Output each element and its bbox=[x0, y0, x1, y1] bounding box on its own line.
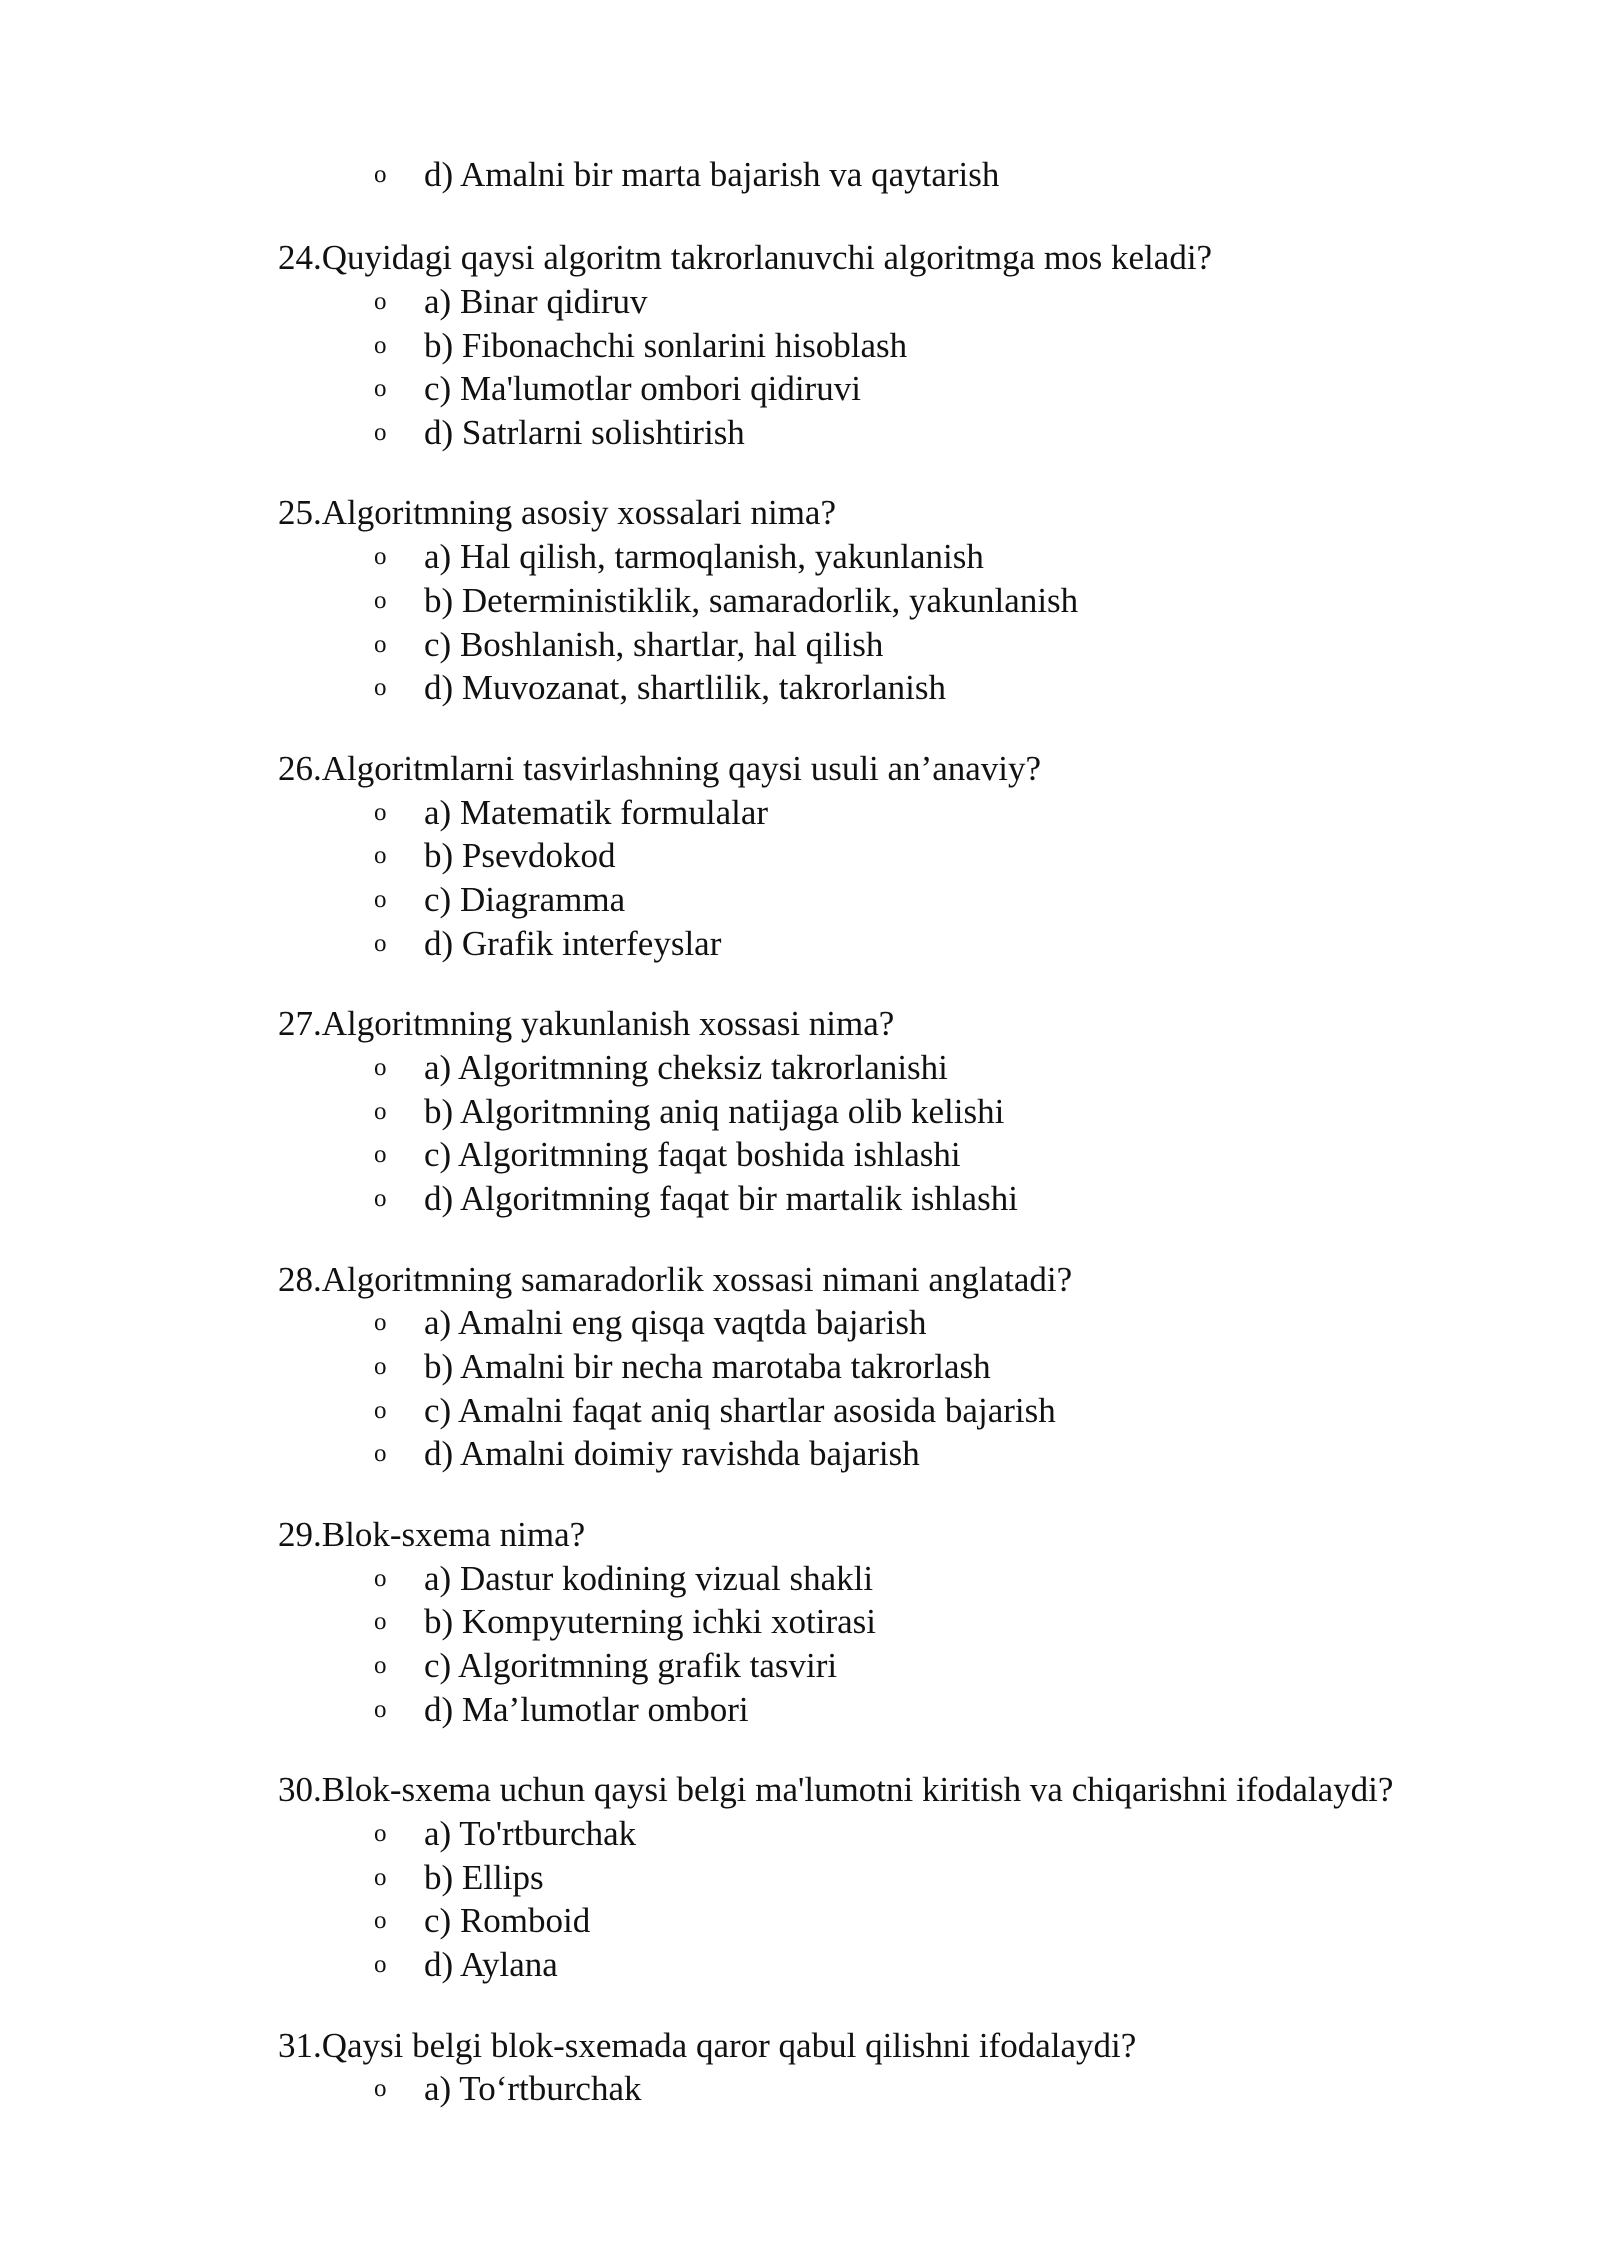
option-text: a) Algoritmning cheksiz takrorlanishi bbox=[424, 1048, 948, 1087]
option-text: a) Binar qidiruv bbox=[424, 282, 648, 321]
option-text: c) Algoritmning faqat boshida ishlashi bbox=[424, 1135, 961, 1174]
list-bullet-icon: o bbox=[374, 288, 387, 315]
list-bullet-icon: o bbox=[374, 1309, 387, 1336]
list-bullet-icon: o bbox=[374, 1141, 387, 1168]
question-text: Algoritmning yakunlanish xossasi nima? bbox=[321, 1004, 895, 1043]
list-bullet-icon: o bbox=[374, 631, 387, 658]
option-text: c) Diagramma bbox=[424, 880, 626, 919]
option-text: d) Grafik interfeyslar bbox=[424, 924, 722, 963]
question-text: Algoritmning samaradorlik xossasi nimani anglatadi? bbox=[321, 1260, 1073, 1299]
list-bullet-icon: o bbox=[374, 375, 387, 402]
option-text: a) Hal qilish, tarmoqlanish, yakunlanish bbox=[424, 537, 984, 576]
option-text: a) Matematik formulalar bbox=[424, 793, 769, 832]
option-text: d) Aylana bbox=[424, 1945, 558, 1984]
list-bullet-icon: o bbox=[374, 1397, 387, 1424]
option-text: d) Algoritmning faqat bir martalik ishlashi bbox=[424, 1179, 1018, 1218]
question-number: 28. bbox=[278, 1260, 322, 1299]
question-number: 25. bbox=[278, 493, 322, 532]
question-text: Blok-sxema nima? bbox=[321, 1515, 586, 1554]
question-text: Blok-sxema uchun qaysi belgi ma'lumotni kiritish va chiqarishni ifodalaydi? bbox=[321, 1770, 1394, 1809]
list-bullet-icon: o bbox=[374, 543, 387, 570]
list-bullet-icon: o bbox=[374, 1185, 387, 1212]
question-text: Algoritmning asosiy xossalari nima? bbox=[321, 493, 836, 532]
question-text: Quyidagi qaysi algoritm takrorlanuvchi algoritmga mos keladi? bbox=[321, 238, 1213, 277]
list-bullet-icon: o bbox=[374, 842, 387, 869]
list-bullet-icon: o bbox=[374, 1098, 387, 1125]
option-text: d) Amalni bir marta bajarish va qaytarish bbox=[424, 155, 1000, 194]
option-text: c) Algoritmning grafik tasviri bbox=[424, 1646, 838, 1685]
option-text: d) Satrlarni solishtirish bbox=[424, 413, 745, 452]
list-bullet-icon: o bbox=[374, 1353, 387, 1380]
question-number: 29. bbox=[278, 1515, 322, 1554]
question-number: 31. bbox=[278, 2026, 322, 2065]
list-bullet-icon: o bbox=[374, 1608, 387, 1635]
question-number: 27. bbox=[278, 1004, 322, 1043]
question-number: 26. bbox=[278, 749, 322, 788]
option-text: a) To‘rtburchak bbox=[424, 2069, 642, 2108]
list-bullet-icon: o bbox=[374, 799, 387, 826]
question-text: Algoritmlarni tasvirlashning qaysi usuli an’anaviy? bbox=[321, 749, 1042, 788]
question-number: 30. bbox=[278, 1770, 322, 1809]
option-text: a) Dastur kodining vizual shakli bbox=[424, 1559, 874, 1598]
question-text: Qaysi belgi blok-sxemada qaror qabul qilishni ifodalaydi? bbox=[321, 2026, 1137, 2065]
list-bullet-icon: o bbox=[374, 674, 387, 701]
list-bullet-icon: o bbox=[374, 1864, 387, 1891]
question-heading bbox=[278, 1513, 585, 1557]
option-text: b) Ellips bbox=[424, 1858, 544, 1897]
list-bullet-icon: o bbox=[374, 419, 387, 446]
list-bullet-icon: o bbox=[374, 1652, 387, 1679]
question-heading bbox=[278, 1002, 894, 1046]
option-text: c) Boshlanish, shartlar, hal qilish bbox=[424, 625, 884, 664]
option-text: c) Amalni faqat aniq shartlar asosida bajarish bbox=[424, 1391, 1056, 1430]
option-text: b) Fibonachchi sonlarini hisoblash bbox=[424, 326, 908, 365]
option-text: c) Romboid bbox=[424, 1901, 591, 1940]
list-bullet-icon: o bbox=[374, 886, 387, 913]
option-text: d) Ma’lumotlar ombori bbox=[424, 1690, 749, 1729]
question-heading bbox=[278, 236, 1212, 280]
question-heading bbox=[278, 747, 1041, 791]
list-bullet-icon: o bbox=[374, 930, 387, 957]
question-heading bbox=[278, 1258, 1072, 1302]
option-text: a) Amalni eng qisqa vaqtda bajarish bbox=[424, 1303, 927, 1342]
option-text: b) Amalni bir necha marotaba takrorlash bbox=[424, 1347, 991, 1386]
option-text: b) Algoritmning aniq natijaga olib kelishi bbox=[424, 1092, 1005, 1131]
option-text: b) Psevdokod bbox=[424, 836, 616, 875]
question-number: 24. bbox=[278, 238, 322, 277]
list-bullet-icon: o bbox=[374, 332, 387, 359]
list-bullet-icon: o bbox=[374, 1820, 387, 1847]
option-text: d) Muvozanat, shartlilik, takrorlanish bbox=[424, 668, 946, 707]
list-bullet-icon: o bbox=[374, 1696, 387, 1723]
list-bullet-icon: o bbox=[374, 1440, 387, 1467]
list-bullet-icon: o bbox=[374, 1951, 387, 1978]
option-text: b) Kompyuterning ichki xotirasi bbox=[424, 1602, 877, 1641]
list-bullet-icon: o bbox=[374, 2075, 387, 2102]
option-text: a) To'rtburchak bbox=[424, 1814, 637, 1853]
option-text: d) Amalni doimiy ravishda bajarish bbox=[424, 1434, 920, 1473]
option-text: c) Ma'lumotlar ombori qidiruvi bbox=[424, 369, 861, 408]
question-heading bbox=[278, 491, 836, 535]
list-bullet-icon: o bbox=[374, 1054, 387, 1081]
question-heading bbox=[278, 1768, 1393, 1812]
list-bullet-icon: o bbox=[374, 1565, 387, 1592]
list-bullet-icon: o bbox=[374, 161, 387, 188]
list-bullet-icon: o bbox=[374, 587, 387, 614]
option-text: b) Deterministiklik, samaradorlik, yakunlanish bbox=[424, 581, 1079, 620]
question-heading bbox=[278, 2024, 1136, 2068]
list-bullet-icon: o bbox=[374, 1907, 387, 1934]
